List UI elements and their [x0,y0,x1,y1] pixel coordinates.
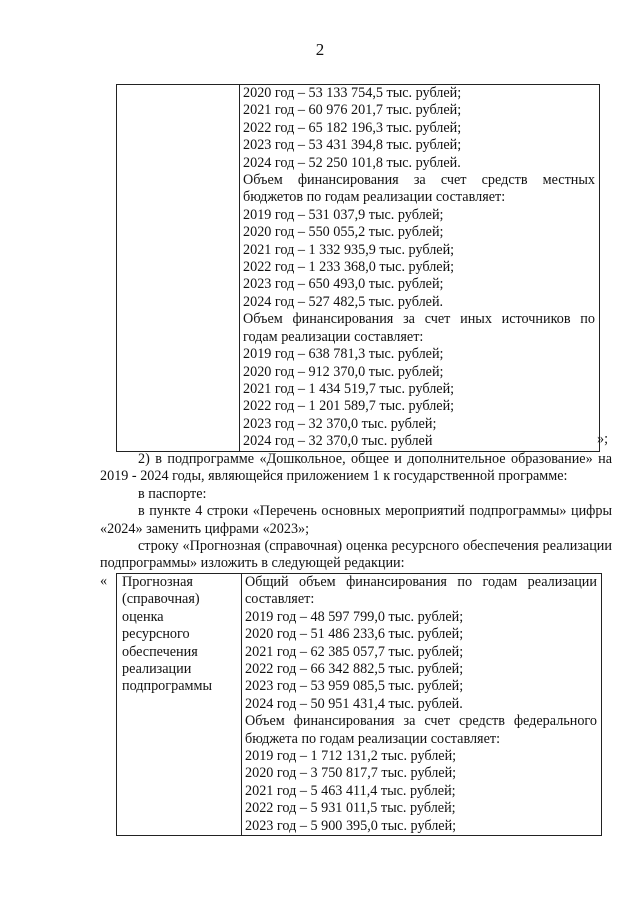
paragraph: 2) в подпрограмме «Дошкольное, общее и дополнительное образование» на 2019 - 2024 годы, являющейся приложением 1 к государственной программе: [100,451,612,485]
text-line: 2023 год – 650 493,0 тыс. рублей; [243,276,444,293]
text-line: 2021 год – 5 463 411,4 тыс. рублей; [245,782,456,799]
text-line: 2021 год – 60 976 201,7 тыс. рублей; [243,102,462,119]
text-line: 2022 год – 1 201 589,7 тыс. рублей; [243,398,455,415]
text-line: 2022 год – 66 342 882,5 тыс. рублей; [245,661,464,678]
text-line: Объем финансирования за счет иных источников по [243,311,595,328]
text-line: оценка [122,608,164,625]
paragraph: в пункте 4 строки «Перечень основных мероприятий подпрограммы» цифры «2024» заменить цифрами «2023»; [100,503,612,537]
text-line: 2019 год – 638 781,3 тыс. рублей; [243,346,444,363]
text-line: Общий объем финансирования по годам реализации [245,574,597,590]
text-line: обеспечения [122,643,198,660]
text-line: бюджетов по годам реализации составляет: [243,189,506,206]
text-line: 2019 год – 1 712 131,2 тыс. рублей; [245,748,457,765]
text-line: Прогнозная [122,574,193,590]
text-line: ресурсного [122,626,190,643]
text-line: 2024 год – 32 370,0 тыс. рублей [243,433,433,450]
page-number: 2 [315,40,325,59]
text-line: 2022 год – 65 182 196,3 тыс. рублей; [243,119,462,136]
text-line: Объем финансирования за счет средств федерального [245,713,597,730]
text-line: 2024 год – 52 250 101,8 тыс. рублей. [243,154,461,171]
text-line: (справочная) [122,591,200,608]
closing-quote: »; [597,431,609,447]
text-line: бюджета по годам реализации составляет: [245,730,501,747]
text-line: 2020 год – 53 133 754,5 тыс. рублей; [243,85,462,101]
text-line: 2023 год – 53 431 394,8 тыс. рублей; [243,137,462,154]
text-line: 2022 год – 5 931 011,5 тыс. рублей; [245,800,456,817]
text-line: 2024 год – 527 482,5 тыс. рублей. [243,293,444,310]
text-line: 2019 год – 531 037,9 тыс. рублей; [243,206,444,223]
opening-quote: « [100,573,108,589]
table-cell-content [240,85,600,452]
text-line: 2020 год – 550 055,2 тыс. рублей; [243,224,444,241]
paragraph: в паспорте: [138,485,207,502]
paragraph: строку «Прогнозная (справочная) оценка ресурсного обеспечения реализации подпрограммы» изложить в следующей редакции: [100,538,612,572]
text-line: 2020 год – 912 370,0 тыс. рублей; [243,363,444,380]
text-line: составляет: [245,591,315,608]
text-line: 2021 год – 62 385 057,7 тыс. рублей; [245,643,464,660]
text-line: подпрограммы [122,678,212,695]
text-line: 2019 год – 48 597 799,0 тыс. рублей; [245,608,464,625]
text-line: 2020 год – 51 486 233,6 тыс. рублей; [245,626,464,643]
funding-table-bottom [116,573,602,836]
table-cell-label [117,85,240,452]
text-line: реализации [122,661,192,678]
table-cell-content [242,574,602,836]
text-line: 2024 год – 50 951 431,4 тыс. рублей. [245,695,463,712]
table-cell-label [117,574,242,836]
text-line: 2021 год – 1 332 935,9 тыс. рублей; [243,241,455,258]
amendment-text [100,451,612,573]
text-line: 2021 год – 1 434 519,7 тыс. рублей; [243,380,455,397]
text-line: 2023 год – 53 959 085,5 тыс. рублей; [245,678,464,695]
text-line: 2020 год – 3 750 817,7 тыс. рублей; [245,765,457,782]
text-line: 2023 год – 32 370,0 тыс. рублей; [243,415,437,432]
text-line: 2023 год – 5 900 395,0 тыс. рублей; [245,817,457,834]
text-line: годам реализации составляет: [243,328,424,345]
text-line: 2022 год – 1 233 368,0 тыс. рублей; [243,259,455,276]
funding-table-top [116,84,600,452]
text-line: Объем финансирования за счет средств местных [243,172,595,189]
